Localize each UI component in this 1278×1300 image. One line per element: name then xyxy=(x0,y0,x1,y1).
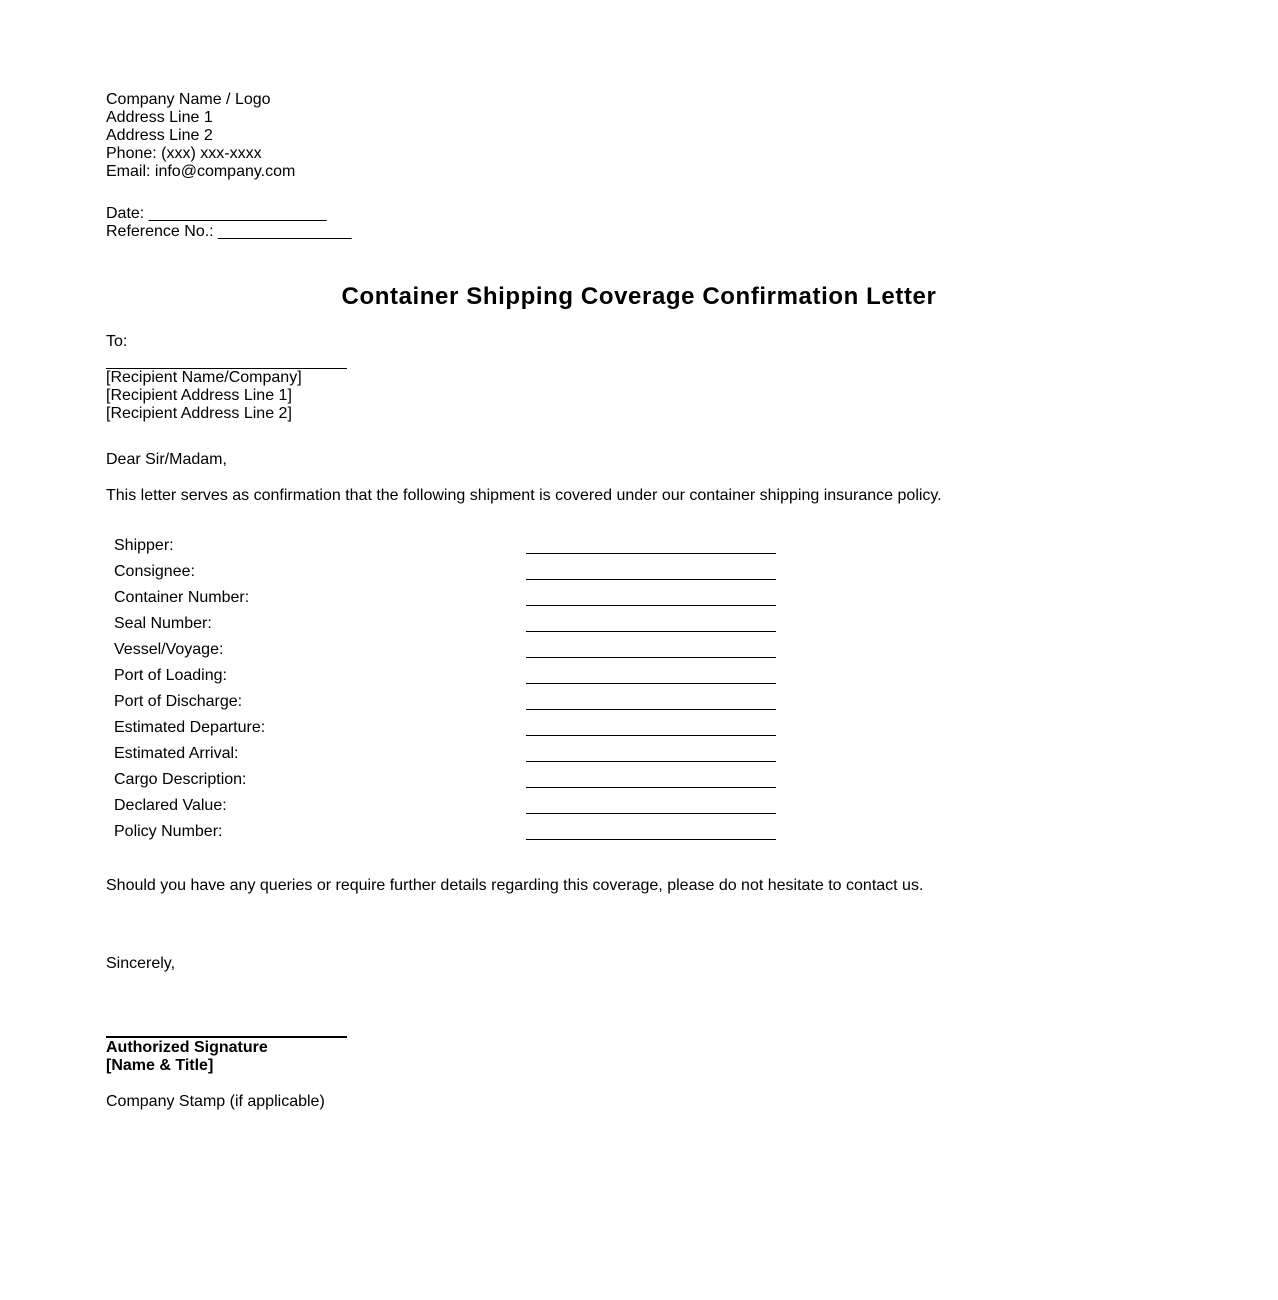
signature-label: Authorized Signature xyxy=(106,1039,268,1056)
to-label: To: xyxy=(106,333,128,350)
sender-info xyxy=(106,91,1172,181)
field-blank-line xyxy=(526,657,776,658)
sender-address-line-2: Address Line 2 xyxy=(106,127,213,144)
field-row xyxy=(114,743,784,769)
recipient-address-line-2: [Recipient Address Line 2] xyxy=(106,405,292,422)
sender-email: Email: info@company.com xyxy=(106,163,296,180)
field-label: Port of Discharge: xyxy=(114,693,243,710)
field-blank-line xyxy=(526,735,776,736)
field-label: Estimated Arrival: xyxy=(114,745,239,762)
sender-phone: Phone: (xxx) xxx-xxxx xyxy=(106,145,262,162)
signature-block xyxy=(106,1039,268,1075)
field-blank-line xyxy=(526,605,776,606)
field-label: Shipper: xyxy=(114,537,174,554)
sign-off: Sincerely, xyxy=(106,955,176,972)
field-blank-line xyxy=(526,709,776,710)
recipient-info xyxy=(106,369,302,423)
shipment-fields xyxy=(114,535,784,847)
date-line: Date: ____________________ xyxy=(106,205,327,222)
recipient-name: [Recipient Name/Company] xyxy=(106,369,302,386)
field-row xyxy=(114,561,784,587)
sender-company: Company Name / Logo xyxy=(106,91,271,108)
field-blank-line xyxy=(526,787,776,788)
field-row xyxy=(114,587,784,613)
field-row xyxy=(114,717,784,743)
field-row xyxy=(114,613,784,639)
field-blank-line xyxy=(526,761,776,762)
letter-meta xyxy=(106,205,1172,241)
signature-rule xyxy=(106,1036,347,1038)
field-label: Vessel/Voyage: xyxy=(114,641,224,658)
field-blank-line xyxy=(526,839,776,840)
field-row xyxy=(114,639,784,665)
field-blank-line xyxy=(526,631,776,632)
field-row xyxy=(114,821,784,847)
field-blank-line xyxy=(526,553,776,554)
field-blank-line xyxy=(526,683,776,684)
signatory-name-title: [Name & Title] xyxy=(106,1057,214,1074)
field-label: Consignee: xyxy=(114,563,195,580)
field-blank-line xyxy=(526,813,776,814)
field-label: Port of Loading: xyxy=(114,667,227,684)
field-row xyxy=(114,535,784,561)
field-blank-line xyxy=(526,579,776,580)
field-row xyxy=(114,691,784,717)
letter-page xyxy=(106,91,1172,1110)
intro-paragraph: This letter serves as confirmation that the following shipment is covered under our container shipping insurance policy. xyxy=(106,487,942,504)
field-row xyxy=(114,665,784,691)
field-label: Declared Value: xyxy=(114,797,227,814)
field-label: Policy Number: xyxy=(114,823,223,840)
field-label: Container Number: xyxy=(114,589,250,606)
recipient-address-line-1: [Recipient Address Line 1] xyxy=(106,387,292,404)
field-row xyxy=(114,769,784,795)
company-stamp-note: Company Stamp (if applicable) xyxy=(106,1093,325,1110)
page-title: Container Shipping Coverage Confirmation Letter xyxy=(341,283,937,310)
field-label: Estimated Departure: xyxy=(114,719,266,736)
field-label: Cargo Description: xyxy=(114,771,247,788)
greeting: Dear Sir/Madam, xyxy=(106,451,227,468)
closing-paragraph: Should you have any queries or require further details regarding this coverage, please do not hesitate to contact us. xyxy=(106,877,924,894)
field-label: Seal Number: xyxy=(114,615,212,632)
reference-line: Reference No.: _______________ xyxy=(106,223,352,240)
sender-address-line-1: Address Line 1 xyxy=(106,109,213,126)
field-row xyxy=(114,795,784,821)
